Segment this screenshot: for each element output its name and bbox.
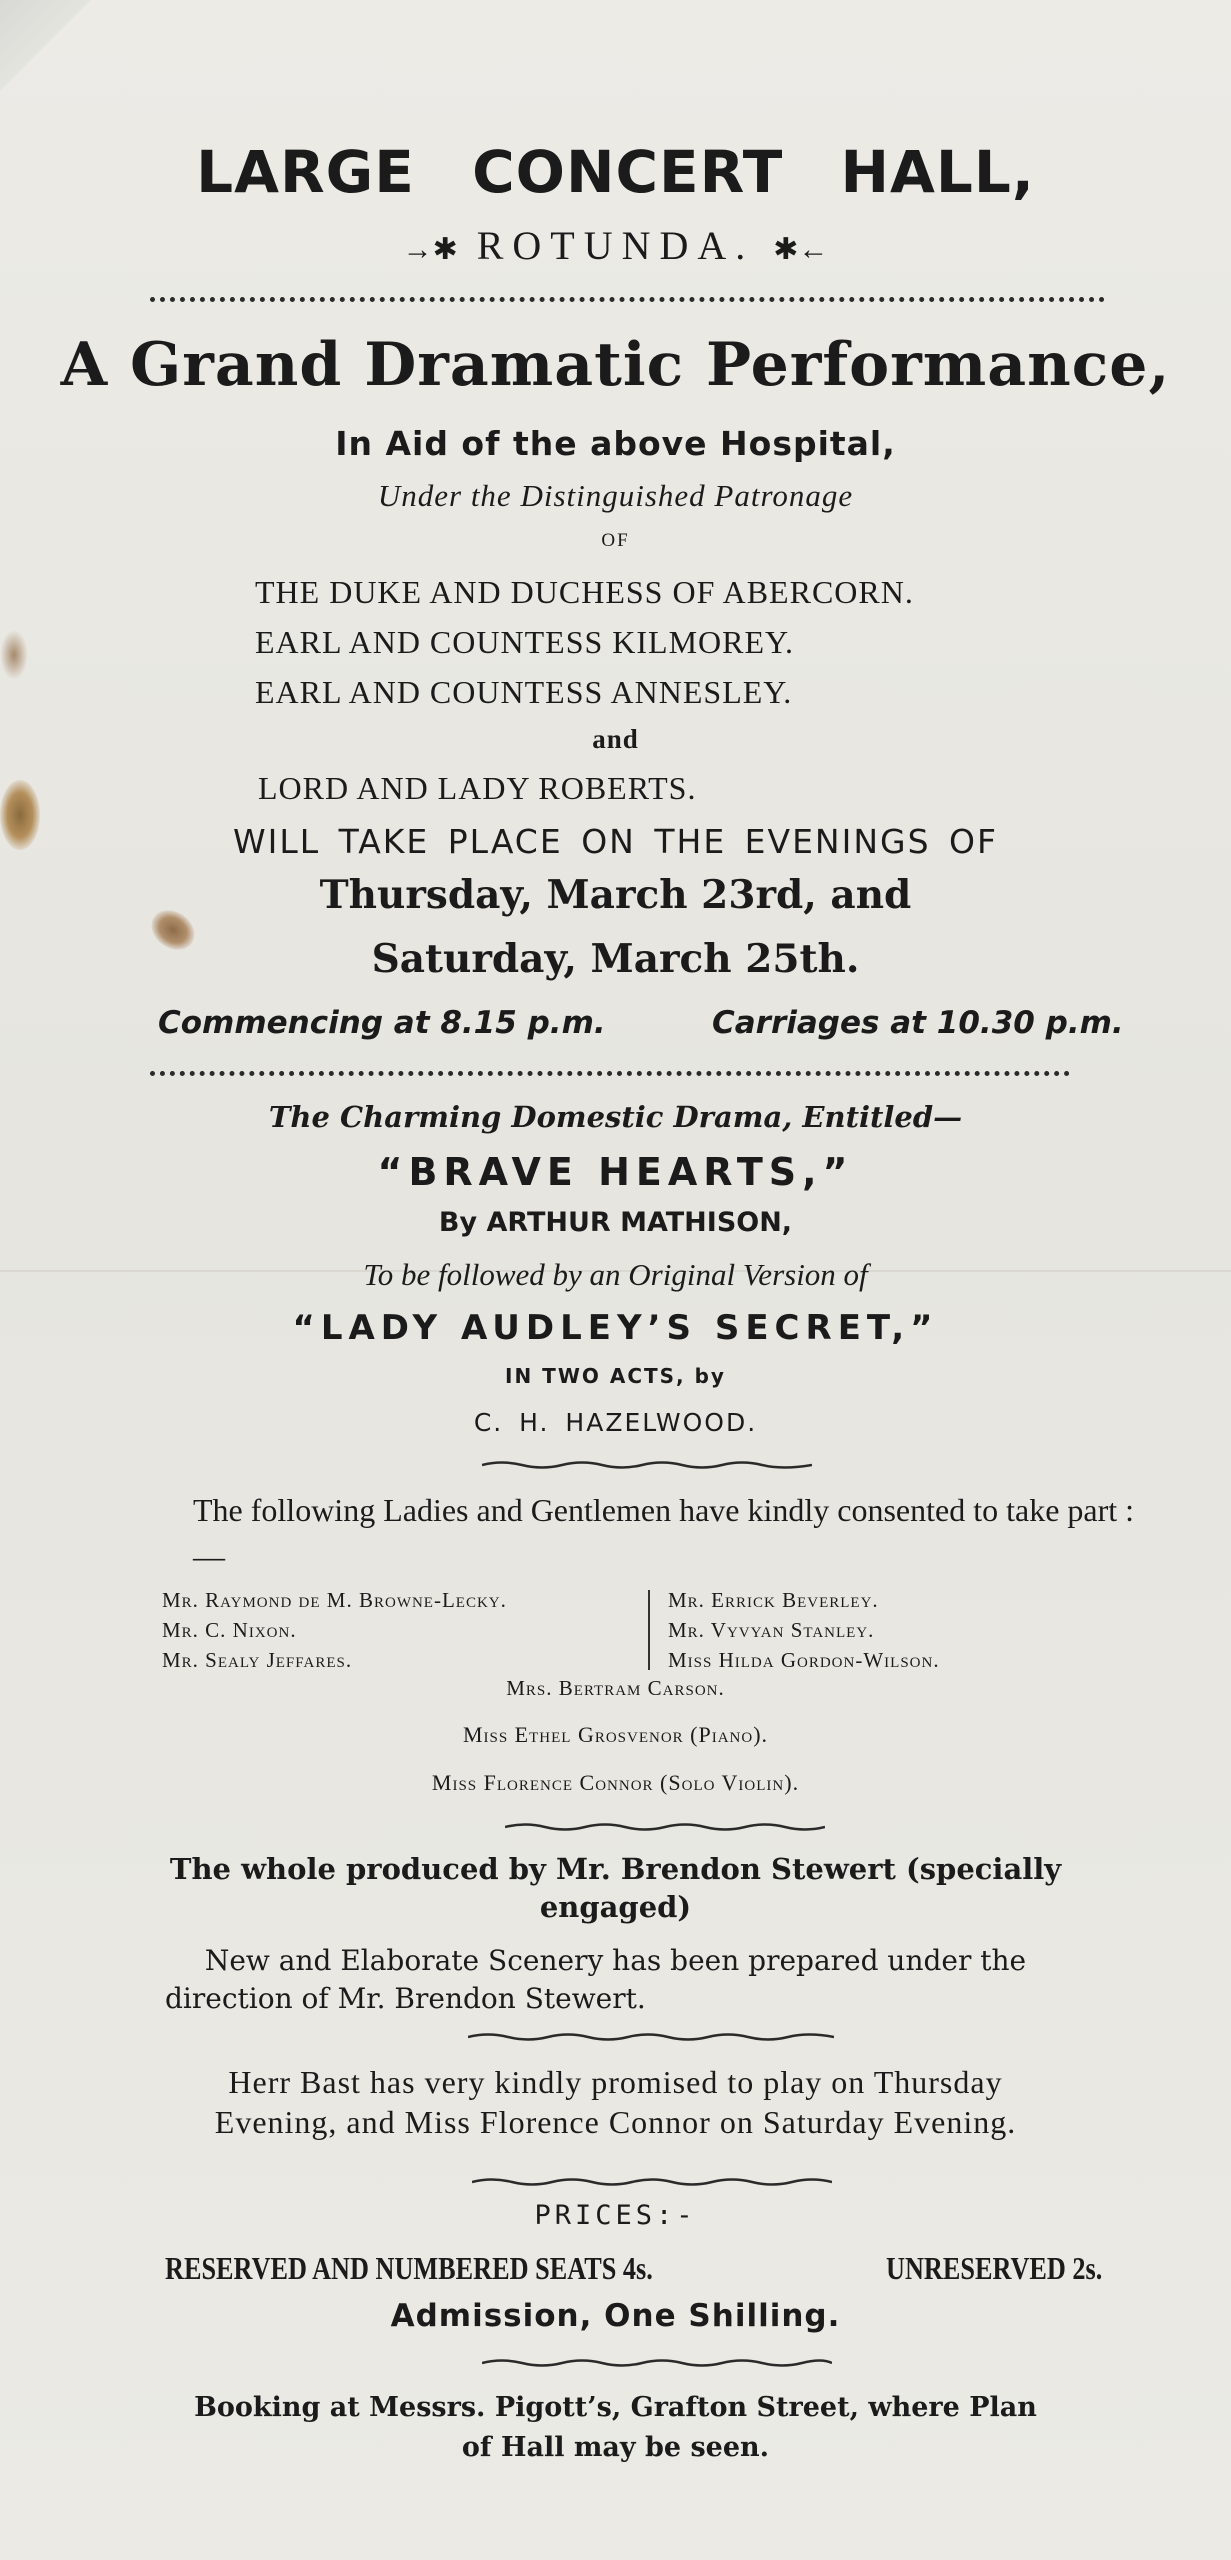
wavy-divider [505,1822,825,1832]
date-saturday: Saturday, March 25th. [371,936,860,982]
cast-divider [648,1590,650,1670]
dotted-divider [150,1071,1070,1076]
wavy-divider [482,2358,832,2368]
cast-member: Mr. Sealy Jeffares. [162,1648,353,1672]
cast-member: Mr. Raymond de M. Browne-Lecky. [162,1588,507,1612]
play-title-brave-hearts: “BRAVE HEARTS,” [377,1150,854,1194]
play-author: By ARTHUR MATHISON, [438,1207,793,1238]
event-purpose: In Aid of the above Hospital, [335,424,896,463]
venue-location [0,222,1231,269]
performer-note: Herr Bast has very kindly promised to play on Thursday [228,2064,1003,2100]
cast-member: Mr. Vyvyan Stanley. [668,1618,875,1642]
commencing-time: Commencing at 8.15 p.m. [158,1005,606,1041]
followed-by: To be followed by an Original Version of [363,1257,868,1292]
wavy-divider [472,2177,832,2187]
announcement: WILL TAKE PLACE ON THE EVENINGS OF [233,822,998,861]
cast-intro: The following Ladies and Gentlemen have kindly consented to take part :— [193,1492,1135,1574]
producer-line: engaged) [539,1890,692,1924]
location-text: ROTUNDA. [476,223,755,268]
ornament-left-icon: →✱ [402,233,458,266]
venue-title: LARGE CONCERT HALL, [196,138,1035,206]
cast-member: Miss Hilda Gordon-Wilson. [668,1648,940,1672]
paper-stain [0,630,28,680]
date-thursday: Thursday, March 23rd, and [319,872,912,918]
patron-line: EARL AND COUNTESS KILMOREY. [255,624,795,660]
price-reserved: RESERVED AND NUMBERED SEATS 4s. [165,2250,653,2286]
admission-price: Admission, One Shilling. [390,2298,841,2334]
patron-line: THE DUKE AND DUCHESS OF ABERCORN. [255,574,914,610]
play-author: C. H. HAZELWOOD. [473,1408,758,1437]
cast-member: Mr. C. Nixon. [162,1618,297,1642]
patronage-intro: Under the Distinguished Patronage [377,478,854,513]
musician-violin: Miss Florence Connor (Solo Violin). [431,1770,800,1795]
folded-corner [0,0,90,90]
patronage-of: OF [601,530,630,551]
event-title: A Grand Dramatic Performance, [60,330,1171,400]
play-title-lady-audley: “LADY AUDLEY’S SECRET,” [292,1308,939,1348]
musician-piano: Miss Ethel Grosvenor (Piano). [462,1722,769,1747]
dotted-divider [150,297,1105,302]
ornament-right-icon: ✱← [773,233,829,266]
patron-line: LORD AND LADY ROBERTS. [258,770,697,806]
producer-line: The whole produced by Mr. Brendon Stewert (specially [169,1852,1062,1886]
carriages-time: Carriages at 10.30 p.m. [712,1005,1124,1041]
booking-line: of Hall may be seen. [461,2432,770,2463]
scenery-line: direction of Mr. Brendon Stewert. [165,1982,646,2015]
patron-line: EARL AND COUNTESS ANNESLEY. [255,674,793,710]
patron-and: and [592,724,639,754]
scenery-line: New and Elaborate Scenery has been prepared under the [204,1944,1027,1977]
cast-member: Mr. Errick Beverley. [668,1588,879,1612]
prices-heading: PRICES:- [534,2200,697,2231]
price-unreserved: UNRESERVED 2s. [886,2250,1103,2286]
acts-line: IN TWO ACTS, by [505,1364,726,1388]
wavy-divider [482,1460,812,1470]
booking-line: Booking at Messrs. Pigott’s, Grafton Street, where Plan [194,2392,1037,2423]
cast-member: Mrs. Bertram Carson. [506,1676,725,1700]
wavy-divider [468,2032,834,2042]
performer-note: Evening, and Miss Florence Connor on Saturday Evening. [214,2104,1017,2140]
drama-intro: The Charming Domestic Drama, Entitled— [268,1100,963,1134]
